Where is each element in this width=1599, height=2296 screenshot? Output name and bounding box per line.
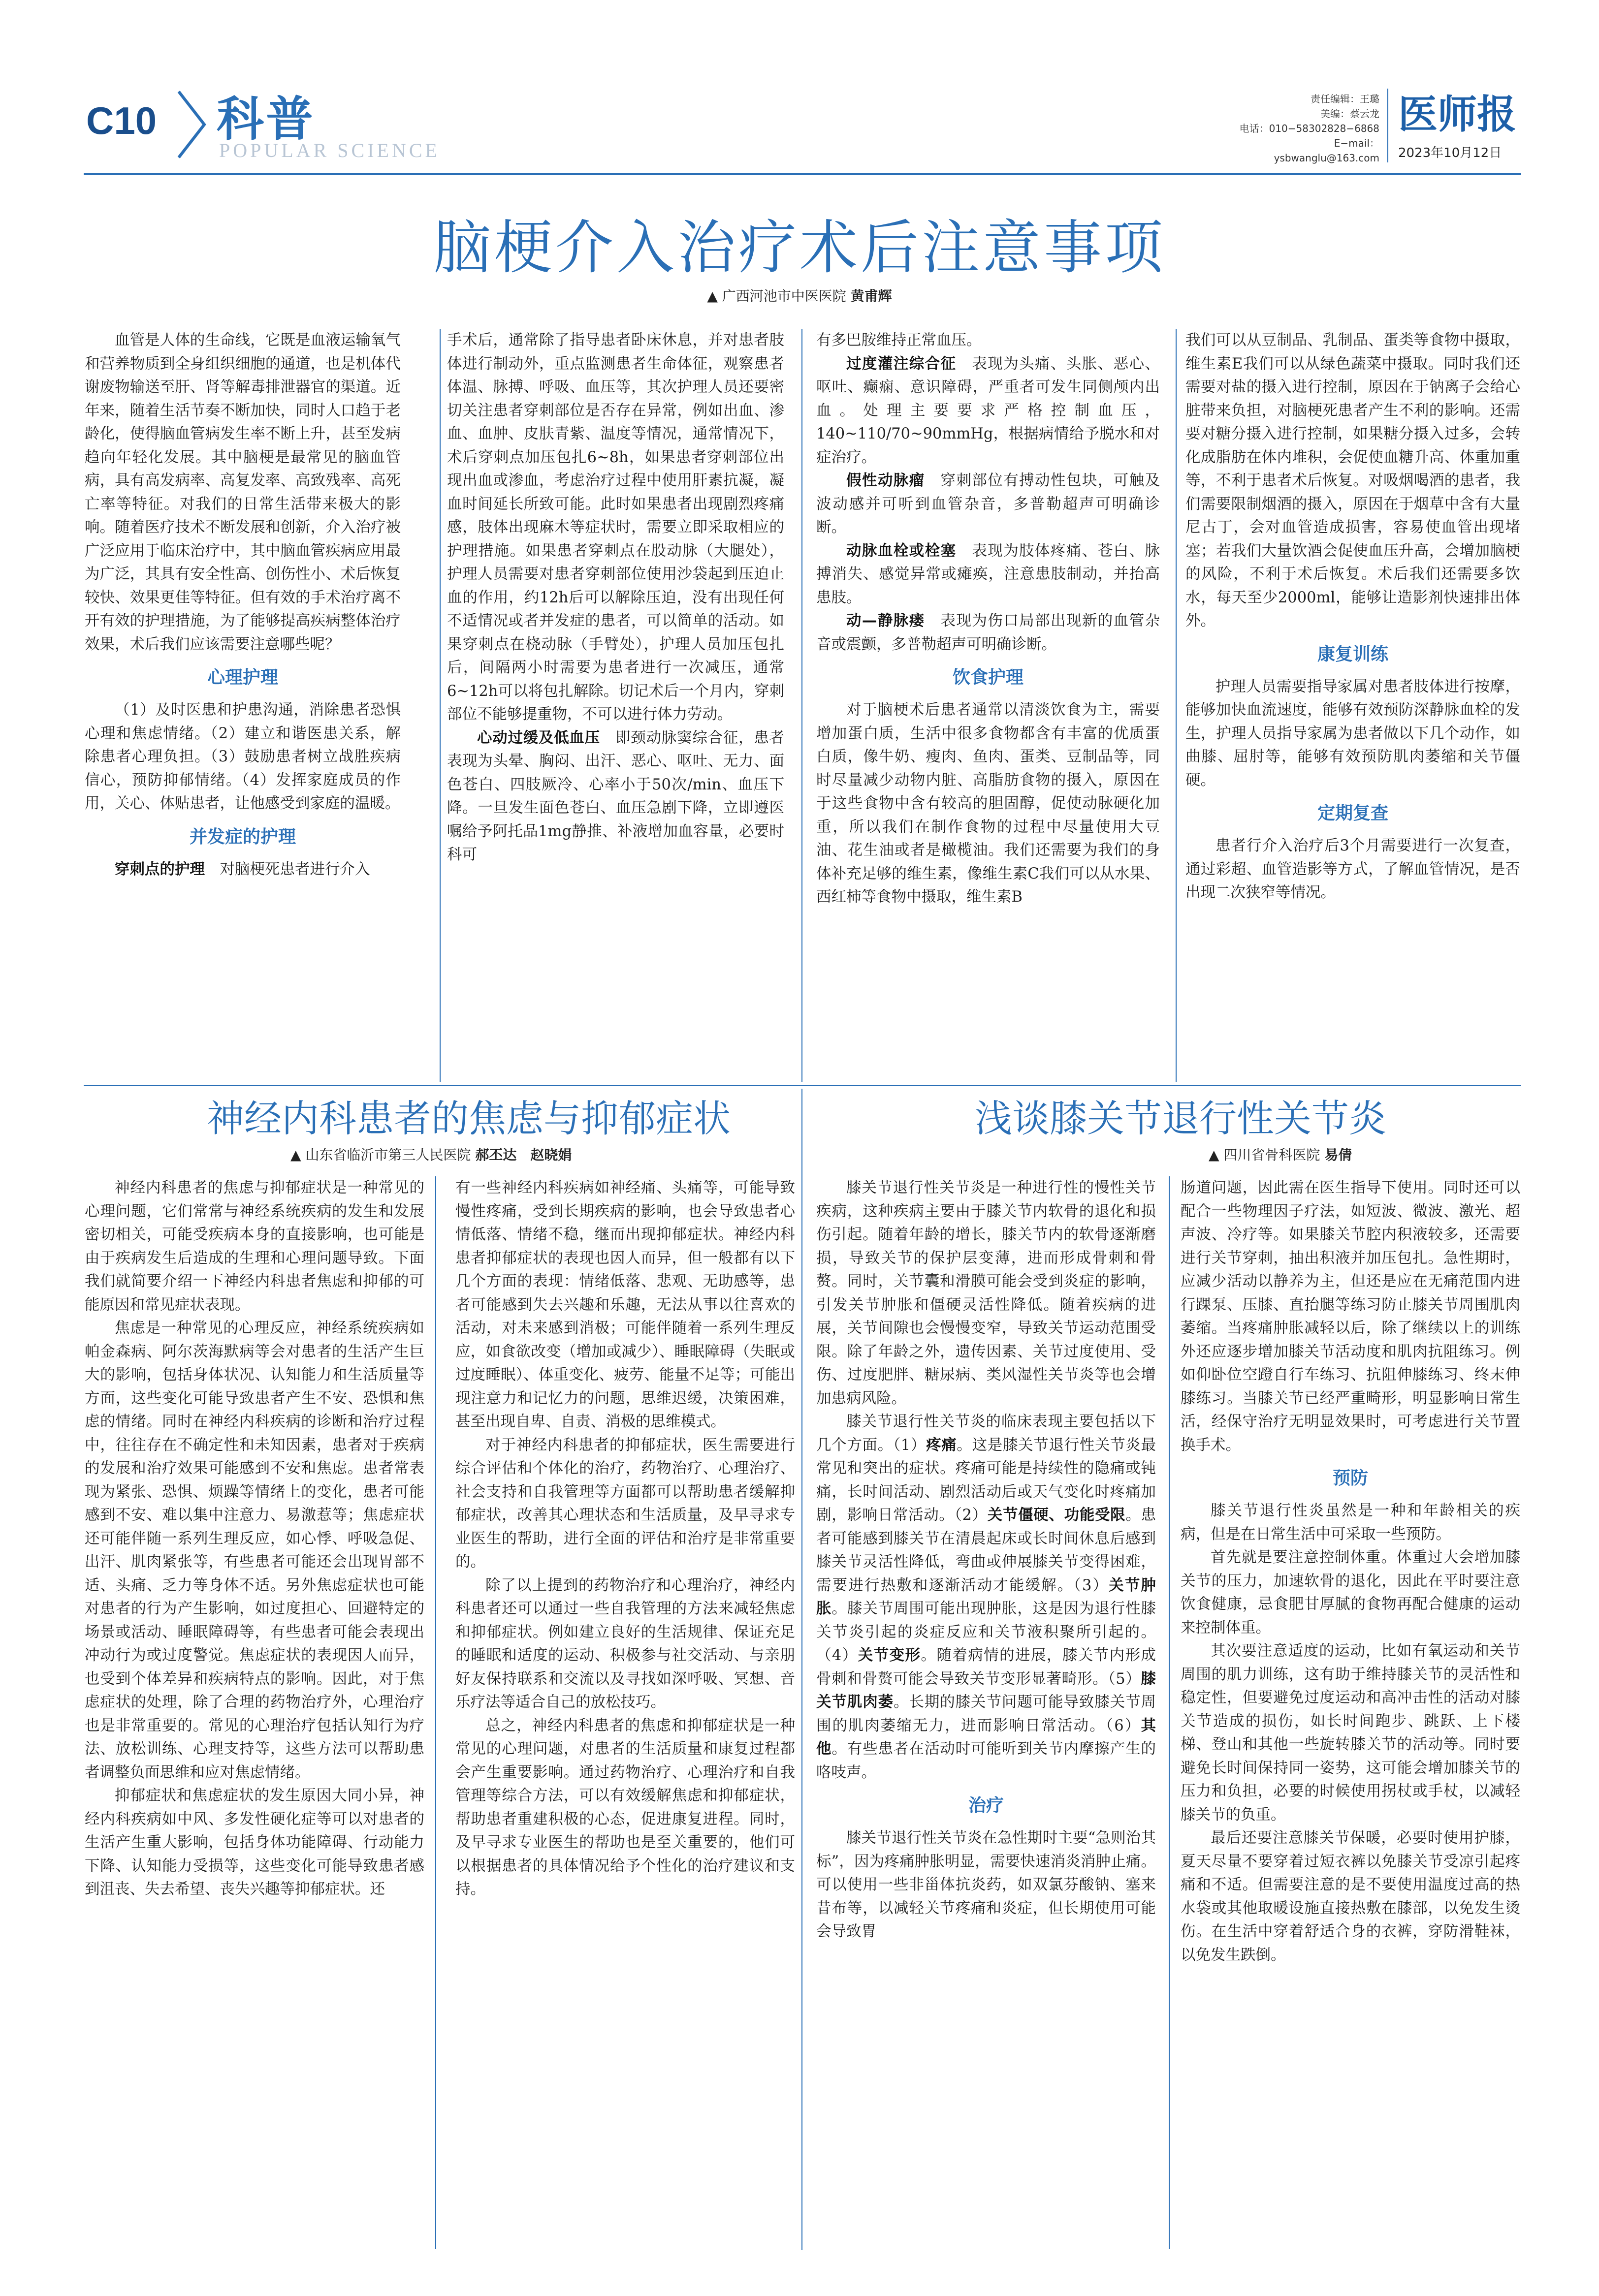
paragraph: 神经内科患者的焦虑与抑郁症状是一种常见的心理问题，它们常常与神经系统疾病的发生和发展密切相关，可能受疾病本身的直接影响，也可能是由于疾病发生后造成的生理和心理问题导致。下面我们就简要介绍一下神经内科患者焦虑和抑郁的可能原因和常见症状表现。	[85, 1179, 424, 1314]
section-rule	[84, 1085, 1521, 1086]
article1-author: 黄甫辉	[850, 288, 892, 304]
section-title: 科普	[217, 92, 315, 147]
paragraph: 抑郁症状和焦虑症状的发生原因大同小异，神经内科疾病如中风、多发性硬化症等可以对患者的生活产生重大影响，包括身体功能障碍、行动能力下降、认知能力受损等，这些变化可能导致患者感到沮丧、失去希望、丧失兴趣等抑郁症状。还	[85, 1787, 424, 1898]
credit-phone: 电话：010−58302828−6868	[1239, 123, 1379, 134]
article1-column-4	[1185, 329, 1520, 1082]
inline-label: 心动过缓及低血压	[477, 729, 600, 747]
inline-text: 。有些患者在活动时可能听到关节内摩擦产生的咯吱声。	[816, 1740, 1156, 1781]
inline-label: 关节肿胀	[816, 1576, 1156, 1617]
inline-text: 表现为头痛、头胀、恶心、呕吐、癫痫、意识障碍，严重者可发生同侧颅内出血。处理主要要求严格控制血压，140~110/70~90mmHg，根据病情给予脱水和对症治疗。	[816, 355, 1160, 466]
inline-label: 动脉血栓或栓塞	[846, 542, 957, 560]
paragraph: 焦虑是一种常见的心理反应，神经系统疾病如帕金森病、阿尔茨海默病等会对患者的生活产生巨大的影响，包括身体状况、认知能力和生活质量等方面，这些变化可能导致患者产生不安、恐惧和焦虑的情绪。同时在神经内科疾病的诊断和治疗过程中，往往存在不确定性和未知因素，患者对于疾病的发展和治疗效果可能感到不安和焦虑。患者常表现为紧张、恐惧、烦躁等情绪上的变化，患者可能感到不安、难以集中注意力、易激惹等；焦虑症状还可能伴随一系列生理反应，如心悸、呼吸急促、出汗、肌肉紧张等，有些患者可能还会出现胃部不适、头痛、乏力等身体不适。另外焦虑症状也可能对患者的行为产生影响，如过度担心、回避特定的场景或活动、睡眠障碍等，有些患者可能会表现出冲动行为或过度警觉。焦虑症状的表现因人而异，也受到个体差异和疾病特点的影响。因此，对于焦虑症状的处理，除了合理的药物治疗外，心理治疗也是非常重要的。常见的心理治疗包括认知行为疗法、放松训练、心理支持等，这些方法可以帮助患者调整负面思维和应对焦虑情绪。	[85, 1320, 424, 1781]
article1-column-1	[85, 329, 401, 1082]
inline-label: 穿刺点的护理	[115, 860, 205, 878]
paragraph: 膝关节退行性炎虽然是一种和年龄相关的疾病，但是在日常生活中可采取一些预防。	[1181, 1502, 1520, 1543]
article1-byline	[0, 285, 1599, 305]
article1-column-3	[816, 329, 1160, 1082]
issue-date: 2023年10月12日	[1398, 146, 1502, 160]
column-divider	[801, 1089, 802, 2250]
paragraph: 对于脑梗术后患者通常以清淡饮食为主，需要增加蛋白质，生活中很多食物都含有丰富的优质蛋白质，像牛奶、瘦肉、鱼肉、蛋类、豆制品等，同时尽量减少动物内脏、高脂肪食物的摄入，原因在于这些食物中含有较高的胆固醇，促使动脉硬化加重，所以我们在制作食物的过程中尽量使用大豆油、花生油或者是橄榄油。我们还需要为我们的身体补充足够的维生素，像维生素C我们可以从水果、西红柿等食物中摄取，维生素B	[816, 701, 1160, 906]
paragraph: 有一些神经内科疾病如神经痛、头痛等，可能导致慢性疼痛，受到长期疾病的影响，也会导致患者心情低落、情绪不稳，继而出现抑郁症状。神经内科患者抑郁症状的表现也因人而异，但一般都有以下几个方面的表现：情绪低落、悲观、无助感等，患者可能感到失去兴趣和乐趣，无法从事以往喜欢的活动，对未来感到消极；可能伴随着一系列生理反应，如食欲改变（增加或减少）、睡眠障碍（失眠或过度睡眠）、体重变化、疲劳、能量不足等；可能出现注意力和记忆力的问题，思维迟缓，决策困难，甚至出现自卑、自责、消极的思维模式。	[455, 1179, 795, 1430]
paragraph: 我们可以从豆制品、乳制品、蛋类等食物中摄取，维生素E我们可以从绿色蔬菜中摄取。同时我们还需要对盐的摄入进行控制，原因在于钠离子会给心脏带来负担，对脑梗死患者产生不利的影响。还需要对糖分摄入进行控制，如果糖分摄入过多，会转化成脂肪在体内堆积，会促使血糖升高、体重加重等，不利于患者术后恢复。对吸烟喝酒的患者，我们需要限制烟酒的摄入，原因在于烟草中含有大量尼古丁，会对血管造成损害，容易使血管出现堵塞；若我们大量饮酒会促使血压升高，会增加脑梗的风险，不利于术后恢复。术后我们还需要多饮水，每天至少2000ml，能够让造影剂快速排出体外。	[1185, 332, 1520, 629]
inline-label: 过度灌注综合征	[846, 355, 957, 373]
inline-text: 对脑梗死患者进行介入	[220, 860, 370, 878]
inline-text: 。长期的膝关节问题可能导致膝关节周围的肌肉萎缩无力，进而影响日常活动。（6）	[816, 1694, 1156, 1734]
paragraph	[816, 352, 1160, 470]
paragraph: 有多巴胺维持正常血压。	[816, 332, 982, 349]
inline-text: 表现为肢体疼痛、苍白、脉搏消失、感觉异常或瘫痪，注意患肢制动，并抬高患肢。	[816, 542, 1160, 606]
paragraph	[816, 1410, 1156, 1784]
article2-column-1	[85, 1176, 424, 2249]
paragraph	[85, 858, 401, 881]
paragraph: 膝关节退行性关节炎是一种进行性的慢性关节疾病，这种疾病主要由于膝关节内软骨的退化和损伤引起。随着年龄的增长，膝关节内的软骨逐渐磨损，导致关节的保护层变薄，进而形成骨刺和骨赘。同时，关节囊和滑膜可能会受到炎症的影响，引发关节肿胀和僵硬灵活性降低。随着疾病的进展，关节间隙也会慢慢变窄，导致关节运动范围受限。除了年龄之外，遗传因素、关节过度使用、受伤、过度肥胖、糖尿病、类风湿性关节炎等也会增加患病风险。	[816, 1179, 1156, 1407]
header-divider	[1387, 89, 1388, 162]
article3-column-1	[816, 1176, 1156, 2249]
inline-label: 关节变形	[858, 1647, 921, 1664]
article2-title: 神经内科患者的焦虑与抑郁症状	[207, 1097, 731, 1140]
paragraph: 最后还要注意膝关节保暖，必要时使用护膝，夏天尽量不要穿着过短衣裤以免膝关节受凉引起疼痛和不适。但需要注意的是不要使用温度过高的热水袋或其他取暖设施直接热敷在膝部，以免发生烫伤。在生活中穿着舒适合身的衣裤，穿防滑鞋袜，以免发生跌倒。	[1181, 1829, 1520, 1964]
paragraph: （1）及时医患和护患沟通，消除患者恐惧心理和焦虑情绪。（2）建立和谐医患关系，解除患者心理负担。（3）鼓励患者树立战胜疾病信心，预防抑郁情绪。（4）发挥家庭成员的作用，关心、体贴患者，让他感受到家庭的温暖。	[85, 701, 401, 812]
editor-credits	[1237, 92, 1379, 165]
subheading-psych-care: 心理护理	[207, 667, 278, 688]
inline-label: 假性动脉瘤	[846, 472, 925, 489]
inline-text: 穿刺部位有搏动性包块，可触及波动感并可听到血管杂音，多普勒超声可明确诊断。	[816, 472, 1160, 536]
column-divider	[435, 1176, 436, 2249]
inline-label: 关节僵硬、功能受限	[987, 1507, 1126, 1524]
subheading-review: 定期复查	[1317, 803, 1388, 823]
subheading-prevention: 预防	[1332, 1468, 1368, 1488]
inline-text: 表现为伤口局部出现新的血管杂音或震颤，多普勒超声可明确诊断。	[816, 612, 1160, 653]
article1-title: 脑梗介入治疗术后注意事项	[433, 214, 1166, 282]
paragraph: 患者行介入治疗后3个月需要进行一次复查，通过彩超、血管造影等方式，了解血管情况，是否出现二次狭窄等情况。	[1185, 837, 1520, 901]
paragraph: 血管是人体的生命线，它既是血液运输氧气和营养物质到全身组织细胞的通道，也是机体代谢废物输送至肝、肾等解毒排泄器官的渠道。近年来，随着生活节奏不断加快，同时人口趋于老龄化，使得脑血管病发生率不断上升，甚至发病趋向年轻化发展。其中脑梗是最常见的脑血管病，具有高发病率、高复发率、高致残率、高死亡率等特征。对我们的日常生活带来极大的影响。随着医疗技术不断发展和创新，介入治疗被广泛应用于临床治疗中，其中脑血管疾病应用最为广泛，其具有安全性高、创伤性小、术后恢复较快、效果更佳等特征。但有效的手术治疗离不开有效的护理措施，为了能够提高疾病整体治疗效果，术后我们应该需要注意哪些呢？	[85, 332, 401, 653]
article3-column-2	[1181, 1176, 1520, 2249]
paragraph: 总之，神经内科患者的焦虑和抑郁症状是一种常见的心理问题，对患者的生活质量和康复过程都会产生重要影响。通过药物治疗、心理治疗和自我管理等综合方法，可以有效缓解焦虑和抑郁症状，帮助患者重建积极的心态，促进康复进程。同时，及早寻求专业医生的帮助也是至关重要的，他们可以根据患者的具体情况给予个性化的治疗建议和支持。	[455, 1717, 795, 1898]
subheading-treatment: 治疗	[968, 1795, 1004, 1816]
article3-title: 浅谈膝关节退行性关节炎	[975, 1097, 1386, 1140]
inline-text: 。随着病情的进展，膝关节内形成骨刺和骨赘可能会导致关节变形显著畸形。（5）	[816, 1647, 1156, 1688]
paragraph	[816, 539, 1160, 610]
paragraph: 护理人员需要指导家属对患者肢体进行按摩，能够加快血流速度，能够有效预防深静脉血栓的发生，护理人员指导家属为患者做以下几个动作，如曲膝、屈肘等，能够有效预防肌肉萎缩和关节僵硬。	[1185, 678, 1520, 789]
article1-org: ▲ 广西河池市中医医院	[707, 288, 846, 304]
column-divider	[801, 329, 802, 1082]
header-rule	[84, 173, 1521, 175]
article1-column-2	[447, 329, 784, 1082]
inline-label: 动—静脉瘘	[846, 612, 925, 629]
inline-text: 。这是膝关节退行性关节炎最常见和突出的症状。疼痛可能是持续性的隐痛或钝痛，长时间活动、剧烈活动后或天气变化时疼痛加剧，影响日常活动。（2）	[816, 1436, 1156, 1524]
inline-label: 膝关节肌肉萎	[816, 1670, 1156, 1711]
article2-byline	[290, 1144, 572, 1164]
inline-text: 即颈动脉窦综合征，患者表现为头晕、胸闷、出汗、恶心、呕吐、无力、面色苍白、四肢厥冷、心率小于50次/min、血压下降。一旦发生面色苍白、血压急剧下降，立即遵医嘱给予阿托品1mg静推、补液增加血容量，必要时科可	[447, 729, 784, 863]
paragraph	[816, 609, 1160, 656]
article3-author: 易倩	[1324, 1147, 1352, 1163]
paragraph: 除了以上提到的药物治疗和心理治疗，神经内科患者还可以通过一些自我管理的方法来减轻焦虑和抑郁症状。例如建立良好的生活规律、保证充足的睡眠和适度的运动、积极参与社交活动、与亲朋好友保持联系和交流以及寻找如深呼吸、冥想、音乐疗法等适合自己的放松技巧。	[455, 1576, 795, 1711]
article3-org: ▲ 四川省骨科医院	[1209, 1147, 1320, 1163]
subheading-complication-care: 并发症的护理	[189, 826, 296, 847]
chevron-right-icon	[175, 88, 209, 161]
column-divider	[440, 329, 441, 1082]
page-number: C10	[86, 99, 157, 142]
paragraph: 手术后，通常除了指导患者卧床休息，并对患者肢体进行制动外，重点监测患者生命体征，观察患者体温、脉搏、呼吸、血压等，其次护理人员还要密切关注患者穿刺部位是否存在异常，例如出血、渗血、血肿、皮肤青紫、温度等情况，通常情况下，术后穿刺点加压包扎6~8h，如果患者穿刺部位出现出血或渗血，考虑治疗过程中使用肝素抗凝，凝血时间延长所致可能。此时如果患者出现剧烈疼痛感，肢体出现麻木等症状时，需要立即采取相应的护理措施。如果患者穿刺点在股动脉（大腿处），护理人员需要对患者穿刺部位使用沙袋起到压迫止血的作用，约12h后可以解除压迫，没有出现任何不适情况或者并发症的患者，可以简单的活动。如果穿刺点在桡动脉（手臂处），护理人员加压包扎后，间隔两小时需要为患者进行一次减压，通常6~12h可以将包扎解除。切记术后一个月内，穿刺部位不能够提重物，不可以进行体力劳动。	[447, 332, 784, 723]
paragraph: 对于神经内科患者的抑郁症状，医生需要进行综合评估和个体化的治疗，药物治疗、心理治疗、社会支持和自我管理等方面都可以帮助患者缓解抑郁症状，改善其心理状态和生活质量，及早寻求专业医生的帮助，进行全面的评估和治疗是非常重要的。	[455, 1436, 795, 1571]
article2-author: 郝丕达 赵晓娟	[475, 1147, 572, 1163]
paragraph: 其次要注意适度的运动，比如有氧运动和关节周围的肌力训练，这有助于维持膝关节的灵活性和稳定性，但要避免过度运动和高冲击性的活动对膝关节造成的损伤，如长时间跑步、跳跃、上下楼梯、登山和其他一些旋转膝关节的活动等。同时要避免长时间保持同一姿势，这可能会增加膝关节的压力和负担，必要的时候使用拐杖或手杖，以减轻膝关节的负重。	[1181, 1642, 1520, 1824]
inline-text: 膝关节退行性关节炎的临床表现主要包括以下几个方面。（1）	[816, 1413, 1156, 1454]
paragraph: 膝关节退行性关节炎在急性期时主要“急则治其标”，因为疼痛肿胀明显，需要快速消炎消肿止痛。可以使用一些非甾体抗炎药，如双氯芬酸钠、塞来昔布等，以减轻关节疼痛和炎症，但长期使用可能会导致胃	[816, 1829, 1156, 1940]
paragraph	[447, 726, 784, 867]
subheading-rehab: 康复训练	[1317, 644, 1388, 664]
inline-text: 。患者可能感到膝关节在清晨起床或长时间休息后感到膝关节灵活性降低，弯曲或伸展膝关节变得困难，需要进行热敷和逐渐活动才能缓解。（3）	[816, 1507, 1156, 1594]
column-divider	[1169, 1176, 1170, 2249]
inline-label: 疼痛	[926, 1436, 957, 1454]
article3-byline	[1209, 1144, 1352, 1164]
article2-column-2	[455, 1176, 795, 2249]
paragraph	[816, 469, 1160, 539]
inline-label: 其他	[816, 1717, 1156, 1758]
section-subtitle: POPULAR SCIENCE	[219, 139, 440, 161]
paragraph: 首先就是要注意控制体重。体重过大会增加膝关节的压力，加速软骨的退化，因此在平时要注意饮食健康，忌食肥甘厚腻的食物再配合健康的运动来控制体重。	[1181, 1549, 1520, 1636]
credit-email: E−mail：ysbwanglu@163.com	[1274, 137, 1379, 164]
inline-text: 。膝关节周围可能出现肿胀，这是因为退行性膝关节炎引起的炎症反应和关节液积聚所引起的。（4）	[816, 1600, 1156, 1664]
subheading-diet-care: 饮食护理	[952, 667, 1023, 688]
paragraph: 肠道问题，因此需在医生指导下使用。同时还可以配合一些物理因子疗法，如短波、微波、激光、超声波、冷疗等。如果膝关节腔内积液较多，还需要进行关节穿刺，抽出积液并加压包扎。急性期时，应减少活动以静养为主，但还是应在无痛范围内进行踝泵、压膝、直抬腿等练习防止膝关节周围肌肉萎缩。当疼痛肿胀减轻以后，除了继续以上的训练外还应逐步增加膝关节活动度和肌肉抗阻练习。例如仰卧位空蹬自行车练习、抗阻伸膝练习、终末伸膝练习。当膝关节已经严重畸形，明显影响日常生活，经保守治疗无明显效果时，可考虑进行关节置换手术。	[1181, 1179, 1520, 1454]
newspaper-logo: 医师报	[1398, 91, 1516, 137]
column-divider	[1176, 329, 1177, 1082]
article2-org: ▲ 山东省临沂市第三人民医院	[290, 1147, 471, 1163]
credit-editor: 责任编辑：王璐	[1311, 93, 1379, 105]
credit-designer: 美编：蔡云龙	[1320, 108, 1379, 120]
